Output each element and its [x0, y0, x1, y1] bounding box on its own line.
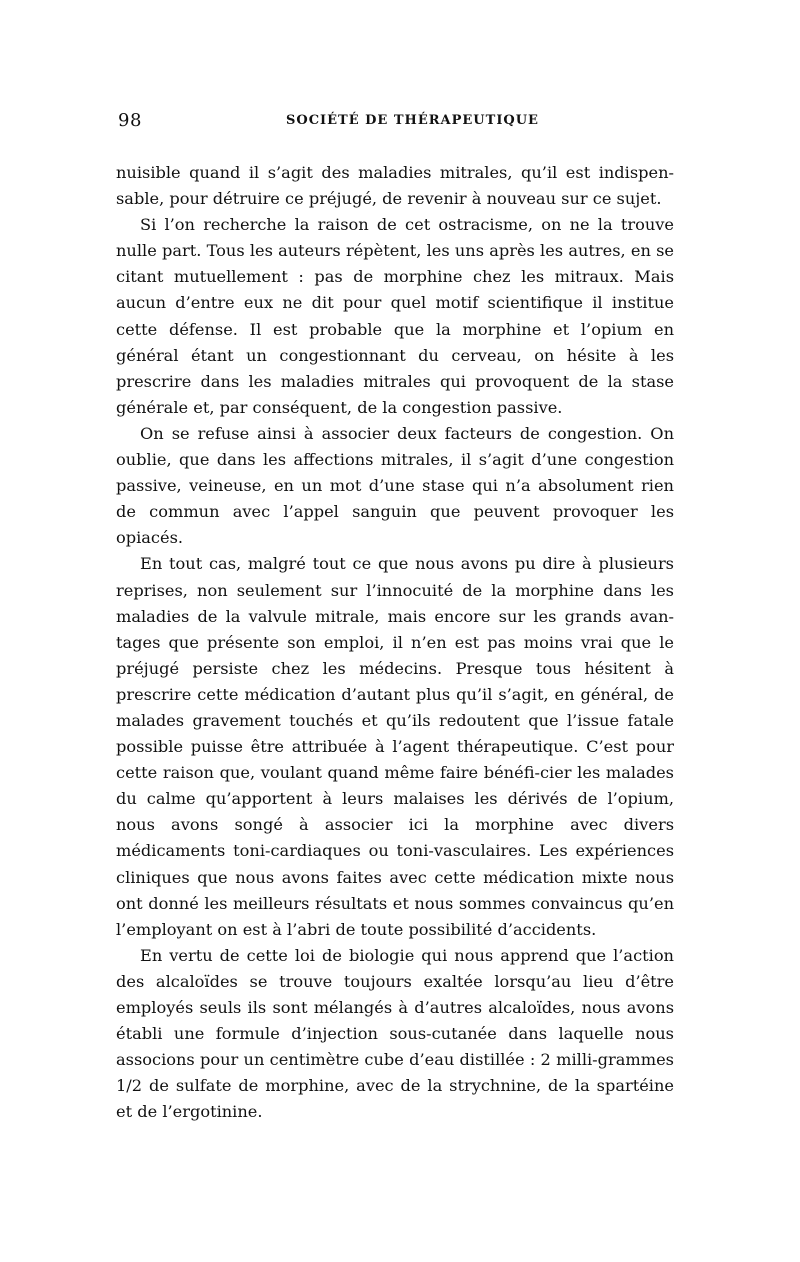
paragraph-continuation: nuisible quand il s’agit des maladies mitrales, qu’il est indispen-sable, pour détruire ce préjugé, de revenir à nouveau sur ce sujet.: [116, 163, 674, 209]
paragraph: En tout cas, malgré tout ce que nous avons pu dire à plusieurs reprises, non seulement sur l’innocuité de la morphine dans les maladies de la valvule mitrale, mais encore sur les grands avan-tages que présente son emploi, il n’en est pas moins vrai que le préjugé persiste chez les médecins. Presque tous hésitent à prescrire cette médication d’autant plus qu’il s’agit, en général, de malades gravement touchés et qu’ils redoutent que l’issue fatale possible puisse être attribuée à l’agent thérapeutique. C’est pour cette raison que, voulant quand même faire bénéfi-cier les malades du calme qu’apportent à leurs malaises les dérivés de l’opium, nous avons songé à associer ici la morphine avec divers médicaments toni-cardiaques ou toni-vasculaires. Les expériences cliniques que nous avons faites avec cette médication mixte nous ont donné les meilleurs résultats et nous sommes convaincus qu’en l’employant on est à l’abri de toute possibilité d’accidents.: [116, 554, 674, 939]
running-title: SOCIÉTÉ DE THÉRAPEUTIQUE: [286, 113, 539, 128]
book-page: [116, 110, 674, 1125]
page-header: [116, 110, 674, 138]
paragraph: En vertu de cette loi de biologie qui nous apprend que l’action des alcaloïdes se trouve toujours exaltée lorsqu’au lieu d’être employés seuls ils sont mélangés à d’autres alcaloïdes, nous avons établi une formule d’injection sous-cutanée dans laquelle nous associons pour un centimètre cube d’eau distillée : 2 milli-grammes 1/2 de sulfate de morphine, avec de la strychnine, de la spartéine et de l’ergotinine.: [116, 945, 674, 1122]
paragraph: On se refuse ainsi à associer deux facteurs de congestion. On oublie, que dans les affections mitrales, il s’agit d’une congestion passive, veineuse, en un mot d’une stase qui n’a absolument rien de commun avec l’appel sanguin que peuvent provoquer les opiacés.: [116, 423, 674, 548]
body-text: [116, 160, 674, 1125]
page-number: 98: [118, 110, 142, 131]
paragraph: Si l’on recherche la raison de cet ostracisme, on ne la trouve nulle part. Tous les auteurs répètent, les uns après les autres, en se citant mutuellement : pas de morphine chez les mitraux. Mais aucun d’entre eux ne dit pour quel motif scientifique il institue cette défense. Il est probable que la morphine et l’opium en général étant un congestionnant du cerveau, on hésite à les prescrire dans les maladies mitrales qui provoquent de la stase générale et, par conséquent, de la congestion passive.: [116, 215, 674, 417]
